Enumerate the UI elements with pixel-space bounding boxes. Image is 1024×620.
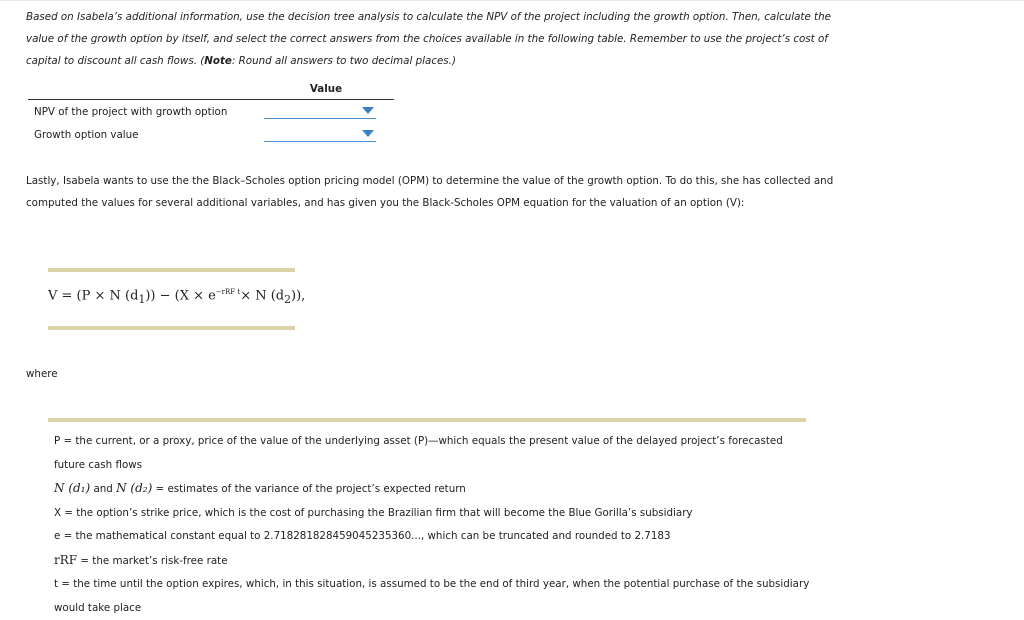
npv-dropdown[interactable] — [264, 104, 376, 119]
def-r: rRF = the market’s risk-free rate — [54, 552, 228, 567]
growth-option-dropdown[interactable] — [264, 127, 376, 142]
def-n: N (d₁) and N (d₂) = estimates of the variance of the project’s expected return — [54, 481, 466, 495]
formula-top-rule — [48, 268, 295, 272]
dropdown-arrow-icon — [362, 107, 374, 114]
def-p: P = the current, or a proxy, price of the value of the underlying asset (P)—which equals the present value of the delayed project’s forecasted future cash flows — [54, 435, 783, 471]
row-label: Growth option value — [34, 128, 139, 141]
definitions-rule — [48, 418, 806, 422]
table-row — [28, 100, 394, 124]
def-x: X = the option’s strike price, which is the cost of purchasing the Brazilian firm that will become the Blue Gorilla’s subsidiary — [54, 506, 693, 519]
value-header: Value — [258, 82, 394, 100]
formula-bottom-rule — [48, 326, 295, 330]
def-e: e = the mathematical constant equal to 2.718281828459045235360..., which can be truncated and rounded to 2.7183 — [54, 530, 671, 542]
answer-table — [28, 82, 394, 146]
top-divider — [0, 0, 1024, 1]
dropdown-arrow-icon — [362, 130, 374, 137]
definitions — [54, 430, 814, 620]
table-row — [28, 123, 394, 146]
instructions-note: : Round all answers to two decimal places.) — [231, 55, 456, 67]
bs-paragraph: Lastly, Isabela wants to use the the Black–Scholes option pricing model (OPM) to determine the value of the growth option. To do this, she has collected and computed the values for several additional variables, and has given you the Black-Scholes OPM equation for the valuation of an option (V): — [26, 175, 834, 209]
instructions — [26, 6, 856, 72]
def-t: t = the time until the option expires, which, in this situation, is assumed to be the end of third year, when the potential purchase of the subsidiary would take place — [54, 578, 810, 614]
where-label: where — [26, 368, 58, 380]
instructions-text: Based on Isabela’s additional information, use the decision tree analysis to calculate the NPV of the project including the growth option. Then, calculate the value of the growth option by itself, and select the correct answers from the choices available in the following table. Remember to use the project’s cost of capital to discount all cash flows. ( — [26, 11, 831, 67]
bs-formula: V = (P × N $(d_1)) - (X \times e^{-rRF t}\times N$ $(d_2)$), — [48, 288, 306, 306]
note-label: Note — [204, 55, 232, 67]
row-label: NPV of the project with growth option — [34, 105, 228, 118]
